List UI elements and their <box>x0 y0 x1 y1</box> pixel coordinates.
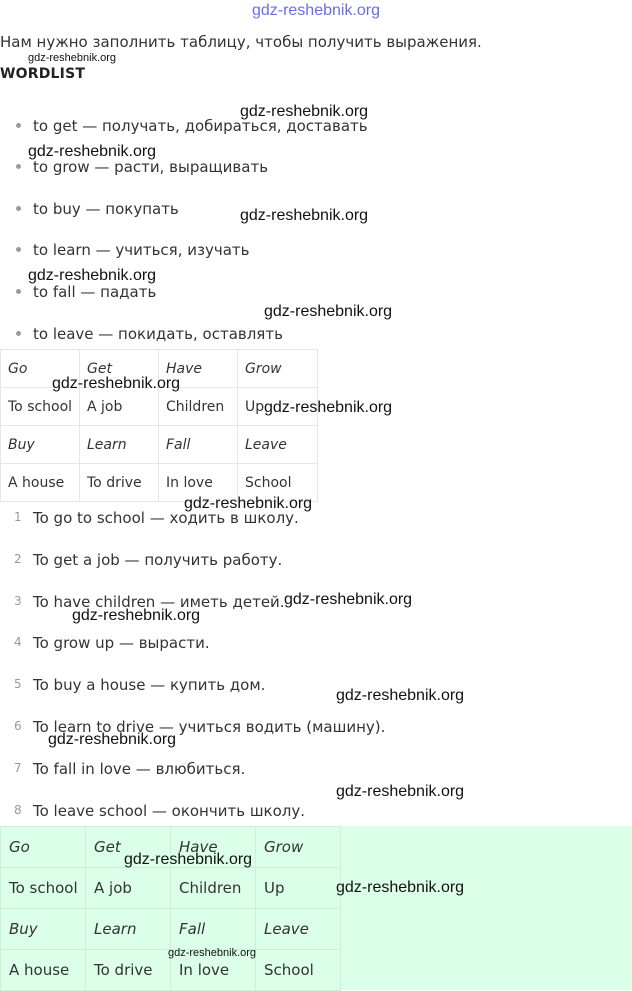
table-cell: To drive <box>80 464 159 502</box>
wordlist-entry: to grow — расти, выращивать <box>33 158 269 176</box>
watermark: gdz-reshebnik.org <box>284 591 413 608</box>
phrase-text: To fall in love — влюбиться. <box>33 760 246 778</box>
bullet-icon <box>16 331 21 336</box>
table-cell: To school <box>1 388 80 426</box>
watermark: gdz-reshebnik.org <box>240 207 369 224</box>
item-number: 4 <box>14 635 22 649</box>
table-cell: In love <box>159 464 238 502</box>
item-number: 7 <box>14 761 22 775</box>
wordlist-entry: to learn — учиться, изучать <box>33 241 250 259</box>
table-row <box>1 426 318 464</box>
wordlist-entry: to buy — покупать <box>33 200 179 218</box>
intro-text: Нам нужно заполнить таблицу, чтобы получить выражения. <box>0 33 482 51</box>
table-cell: Go <box>1 350 80 388</box>
bullet-icon <box>16 247 21 252</box>
table-cell: Grow <box>256 827 341 868</box>
watermark: gdz-reshebnik.org <box>264 303 393 320</box>
table-cell: Fall <box>171 909 256 950</box>
table-cell: Buy <box>1 909 86 950</box>
watermark: gdz-reshebnik.org <box>72 607 201 624</box>
table-cell: A job <box>80 388 159 426</box>
watermark: gdz-reshebnik.org <box>336 879 465 896</box>
item-number: 5 <box>14 677 22 691</box>
watermark: gdz-reshebnik.org <box>264 399 393 416</box>
table-cell: Learn <box>86 909 171 950</box>
watermark: gdz-reshebnik.org <box>336 687 465 704</box>
table-cell: Get <box>86 827 171 868</box>
watermark: gdz-reshebnik.org <box>28 267 157 284</box>
table-cell: Have <box>159 350 238 388</box>
phrase-text: To learn to drive — учиться водить (машину). <box>33 718 386 736</box>
phrase-text: To leave school — окончить школу. <box>33 802 306 820</box>
table-cell: Grow <box>238 350 318 388</box>
wordlist-entry: to leave — покидать, оставлять <box>33 325 283 343</box>
item-number: 2 <box>14 552 22 566</box>
phrase-text: To go to school — ходить в школу. <box>33 509 299 527</box>
bullet-icon <box>16 289 21 294</box>
table-cell: A house <box>1 950 86 991</box>
header-watermark: gdz-reshebnik.org <box>251 2 381 19</box>
table-cell: School <box>256 950 341 991</box>
watermark: gdz-reshebnik.org <box>124 851 253 868</box>
table-cell: Up <box>238 388 318 426</box>
bullet-icon <box>16 123 21 128</box>
watermark: gdz-reshebnik.org <box>48 731 177 748</box>
item-number: 3 <box>14 594 22 608</box>
watermark: gdz-reshebnik.org <box>28 52 117 64</box>
table-row <box>1 909 341 950</box>
watermark: gdz-reshebnik.org <box>168 947 257 959</box>
table-cell: Leave <box>238 426 318 464</box>
table-row <box>1 868 341 909</box>
phrase-text: To grow up — вырасти. <box>33 634 210 652</box>
phrase-text: To get a job — получить работу. <box>33 551 283 569</box>
watermark: gdz-reshebnik.org <box>184 495 313 512</box>
table-cell: In love <box>171 950 256 991</box>
table-cell: Fall <box>159 426 238 464</box>
table-cell: Children <box>159 388 238 426</box>
bullet-icon <box>16 164 21 169</box>
table-cell: Up <box>256 868 341 909</box>
table-cell: A house <box>1 464 80 502</box>
table-cell: To drive <box>86 950 171 991</box>
table-cell: To school <box>1 868 86 909</box>
phrase-table <box>0 349 318 502</box>
table-cell: Children <box>171 868 256 909</box>
watermark: gdz-reshebnik.org <box>28 143 157 160</box>
table-cell: Learn <box>80 426 159 464</box>
table-cell: Get <box>80 350 159 388</box>
item-number: 1 <box>14 510 22 524</box>
section-title: WORDLIST <box>0 66 86 82</box>
item-number: 6 <box>14 719 22 733</box>
watermark: gdz-reshebnik.org <box>336 783 465 800</box>
watermark: gdz-reshebnik.org <box>240 103 369 120</box>
phrase-text: To have children — иметь детей. <box>33 593 285 611</box>
table-cell: A job <box>86 868 171 909</box>
table-cell: Leave <box>256 909 341 950</box>
table-cell: Buy <box>1 426 80 464</box>
table-cell: Go <box>1 827 86 868</box>
table-cell: School <box>238 464 318 502</box>
bullet-icon <box>16 206 21 211</box>
wordlist-entry: to fall — падать <box>33 283 157 301</box>
item-number: 8 <box>14 803 22 817</box>
wordlist-entry: to get — получать, добираться, доставать <box>33 117 368 135</box>
table-cell: Have <box>171 827 256 868</box>
phrase-text: To buy a house — купить дом. <box>33 676 266 694</box>
watermark: gdz-reshebnik.org <box>52 375 181 392</box>
